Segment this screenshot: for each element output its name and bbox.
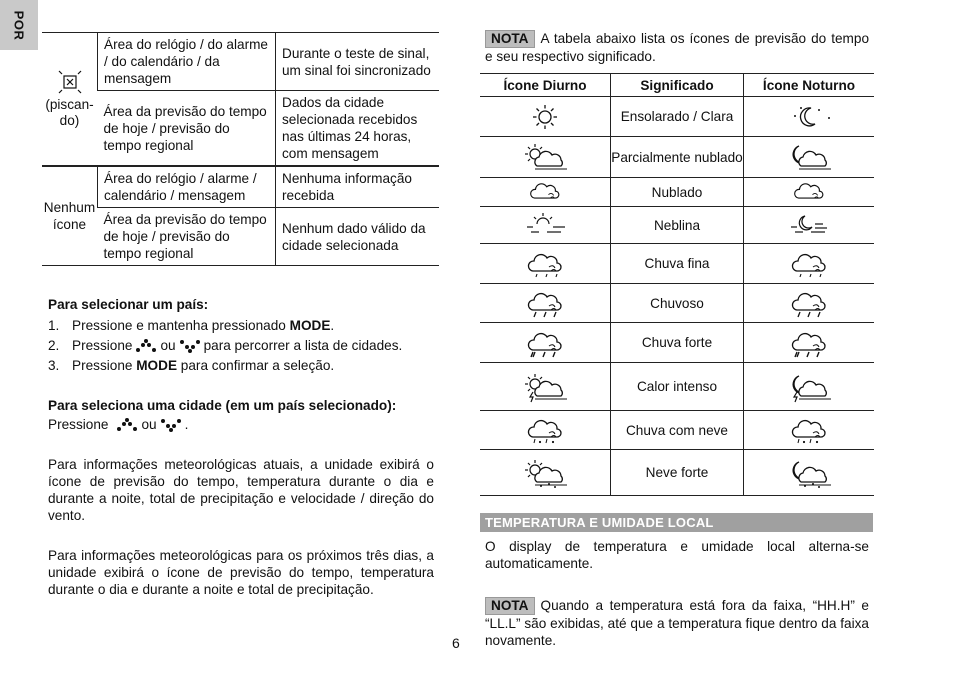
meaning-cell: Chuvoso	[611, 284, 744, 323]
signal-status-table	[42, 32, 439, 266]
sun-cloud-snow-icon	[521, 456, 569, 490]
table-row	[480, 178, 874, 207]
section-title-bar: TEMPERATURA E UMIDADE LOCAL	[480, 513, 873, 532]
meaning-cell: Neblina	[611, 207, 744, 244]
cloud-rain-icon	[521, 288, 569, 318]
current-weather-paragraph: Para informações meteorológicas atuais, a unidade exibirá o ícone de previsão do tempo, temperatura durante o dia e durante a noite, total de precipitação e velocidade / direção do vento.	[48, 457, 434, 523]
up-arrow-button-icon	[135, 339, 157, 353]
table-row	[42, 166, 439, 208]
moon-stars-icon	[785, 102, 833, 132]
page-number: 6	[452, 635, 460, 651]
signal-area: Área da previsão do tempo de hoje / previsão do tempo regional	[98, 208, 276, 266]
table-row	[42, 91, 439, 167]
signal-icon-label: (piscan-do)	[45, 97, 94, 128]
list-item	[48, 317, 434, 334]
language-tab	[0, 0, 38, 50]
next-days-paragraph: Para informações meteorológicas para os próximos três dias, a unidade exibirá o ícone de previsão do tempo, temperatura durante o dia e durante a noite e total de precipitação.	[48, 548, 434, 597]
nota-text: Quando a temperatura está fora da faixa, “HH.H” e “LL.L” são exibidas, até que a temperatura fique dentro da faixa novamente.	[485, 598, 869, 648]
table-row	[480, 137, 874, 178]
list-item	[48, 357, 434, 374]
signal-description: Dados da cidade selecionada recebidos nas últimas 24 horas, com mensagem	[276, 91, 440, 167]
table-row	[480, 284, 874, 323]
instruction-text: ou	[141, 417, 157, 432]
cloud-rain-icon	[785, 288, 833, 318]
step-text: ou	[160, 338, 176, 353]
nota-badge: NOTA	[485, 30, 535, 48]
moon-cloud-lightning-icon	[785, 369, 833, 405]
step-text: .	[330, 318, 335, 333]
sun-fog-icon	[521, 210, 569, 240]
meaning-cell: Ensolarado / Clara	[611, 97, 744, 137]
table-row	[480, 207, 874, 244]
list-item	[48, 337, 434, 354]
meaning-cell: Chuva fina	[611, 244, 744, 284]
mode-key-label: MODE	[136, 358, 178, 373]
moon-cloud-snow-icon	[785, 456, 833, 490]
instruction-text: Pressione	[48, 417, 109, 432]
select-country-section	[48, 296, 434, 377]
cloud-sleet-icon	[785, 415, 833, 445]
select-country-steps	[48, 317, 434, 374]
column-header-day: Ícone Diurno	[480, 74, 611, 97]
step-number: 1.	[48, 318, 60, 333]
sun-cloud-lightning-icon	[521, 369, 569, 405]
cloud-heavy-rain-icon	[521, 328, 569, 358]
sun-icon	[521, 102, 569, 132]
cloud-icon	[785, 179, 833, 205]
no-icon-label: Nenhum ícone	[43, 200, 96, 232]
table-row	[480, 244, 874, 284]
select-city-section	[48, 397, 434, 433]
signal-description: Durante o teste de sinal, um sinal foi sincronizado	[276, 33, 440, 91]
signal-description: Nenhum dado válido da cidade selecionada	[276, 208, 440, 266]
signal-flashing-icon	[57, 69, 83, 95]
meaning-cell: Chuva com neve	[611, 411, 744, 450]
no-icon-cell	[42, 166, 98, 266]
meaning-cell: Neve forte	[611, 450, 744, 496]
meaning-cell: Chuva forte	[611, 323, 744, 363]
step-number: 2.	[48, 338, 60, 353]
forecast-icon-table	[480, 73, 874, 496]
select-city-heading: Para seleciona uma cidade (em um país selecionado):	[48, 398, 397, 413]
display-paragraph: O display de temperatura e umidade local alterna-se automaticamente.	[485, 539, 869, 571]
column-header-meaning: Significado	[611, 74, 744, 97]
down-arrow-button-icon	[179, 339, 201, 353]
down-arrow-button-icon	[160, 418, 182, 432]
step-text: para percorrer a lista de cidades.	[203, 338, 403, 353]
mode-key-label: MODE	[289, 318, 331, 333]
signal-icon-cell	[42, 33, 98, 167]
meaning-cell: Nublado	[611, 178, 744, 207]
nota-text: A tabela abaixo lista os ícones de previsão do tempo e seu respectivo significado.	[485, 31, 869, 64]
instruction-text: .	[184, 417, 189, 432]
sun-cloud-icon	[521, 142, 569, 172]
nota-badge: NOTA	[485, 597, 535, 615]
nota-forecast-icons	[485, 30, 869, 65]
table-header-row	[480, 74, 874, 97]
signal-description: Nenhuma informação recebida	[276, 166, 440, 208]
cloud-light-rain-icon	[785, 249, 833, 279]
table-row	[480, 411, 874, 450]
moon-cloud-icon	[785, 142, 833, 172]
table-row	[480, 450, 874, 496]
table-row	[42, 33, 439, 91]
signal-area: Área do relógio / alarme / calendário / mensagem	[98, 166, 276, 208]
signal-area: Área do relógio / do alarme / do calendário / da mensagem	[98, 33, 276, 91]
select-country-heading: Para selecionar um país:	[48, 297, 209, 312]
step-text: Pressione	[72, 338, 133, 353]
table-row	[42, 208, 439, 266]
table-row	[480, 363, 874, 411]
step-text: para confirmar a seleção.	[177, 358, 335, 373]
step-number: 3.	[48, 358, 60, 373]
cloud-heavy-rain-icon	[785, 328, 833, 358]
up-arrow-button-icon	[116, 418, 138, 432]
cloud-light-rain-icon	[521, 249, 569, 279]
step-text: Pressione	[72, 358, 137, 373]
table-row	[480, 97, 874, 137]
nota-temperature-range	[485, 597, 869, 649]
signal-area: Área da previsão do tempo de hoje / previsão do tempo regional	[98, 91, 276, 167]
moon-fog-icon	[785, 210, 833, 240]
cloud-icon	[521, 179, 569, 205]
cloud-sleet-icon	[521, 415, 569, 445]
meaning-cell: Parcialmente nublado	[611, 137, 744, 178]
meaning-cell: Calor intenso	[611, 363, 744, 411]
language-tab-label: POR	[11, 10, 27, 40]
step-text: Pressione e mantenha pressionado	[72, 318, 290, 333]
table-row	[480, 323, 874, 363]
column-header-night: Ícone Noturno	[744, 74, 875, 97]
